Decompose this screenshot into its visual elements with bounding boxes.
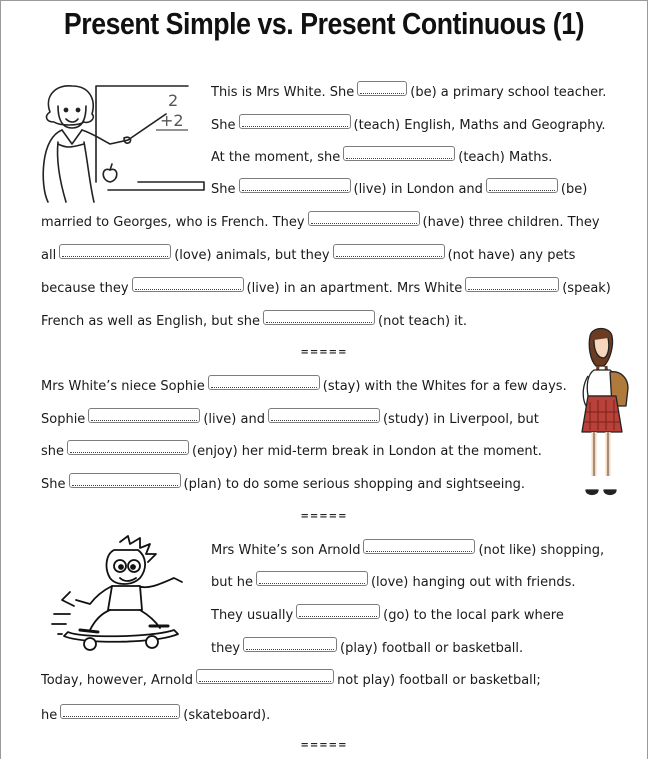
text-line: She (live) in London and (be) — [211, 178, 587, 199]
answer-blank[interactable] — [363, 539, 475, 554]
answer-blank[interactable] — [88, 408, 200, 423]
text-line: he (skateboard). — [41, 704, 270, 725]
answer-blank[interactable] — [357, 81, 407, 96]
answer-blank[interactable] — [343, 146, 455, 161]
answer-blank[interactable] — [333, 244, 445, 259]
text-line: Sophie (live) and (study) in Liverpool, but — [41, 408, 539, 429]
answer-blank[interactable] — [59, 244, 171, 259]
answer-blank[interactable] — [69, 473, 181, 488]
answer-blank[interactable] — [67, 440, 189, 455]
text-line: They usually (go) to the local park where — [211, 604, 564, 625]
answer-blank[interactable] — [256, 571, 368, 586]
answer-blank[interactable] — [60, 704, 180, 719]
answer-blank[interactable] — [268, 408, 380, 423]
answer-blank[interactable] — [486, 178, 558, 193]
text-line: Mrs White’s son Arnold (not like) shopping, — [211, 539, 604, 560]
text-line: She (plan) to do some serious shopping and sightseeing. — [41, 473, 525, 494]
answer-blank[interactable] — [263, 310, 375, 325]
answer-blank[interactable] — [308, 211, 420, 226]
worksheet-title: Present Simple vs. Present Continuous (1) — [63, 6, 585, 41]
text-line: French as well as English, but she (not teach) it. — [41, 310, 467, 331]
text-line: Mrs White’s niece Sophie (stay) with the Whites for a few days. — [41, 375, 567, 396]
text-line: married to Georges, who is French. They (have) three children. They — [41, 211, 600, 232]
text-line: but he (love) hanging out with friends. — [211, 571, 576, 592]
section-separator: ===== — [300, 347, 348, 358]
girl-illustration — [576, 326, 636, 498]
text-line: she (enjoy) her mid-term break in London at the moment. — [41, 440, 542, 461]
text-line: Today, however, Arnold not play) football or basketball; — [41, 669, 541, 690]
section-separator: ===== — [300, 740, 348, 751]
text-line: She (teach) English, Maths and Geography. — [211, 114, 606, 135]
text-line: all (love) animals, but they (not have) any pets — [41, 244, 575, 265]
text-line: because they (live) in an apartment. Mrs White (speak) — [41, 277, 611, 298]
answer-blank[interactable] — [132, 277, 244, 292]
text-line: they (play) football or basketball. — [211, 637, 523, 658]
answer-blank[interactable] — [243, 637, 337, 652]
answer-blank[interactable] — [296, 604, 380, 619]
section-separator: ===== — [300, 511, 348, 522]
board-number-two: 2 — [168, 91, 179, 110]
answer-blank[interactable] — [208, 375, 320, 390]
skateboard-boy-illustration — [50, 534, 186, 656]
board-plus-two: +2 — [160, 111, 184, 130]
answer-blank[interactable] — [239, 114, 351, 129]
text-line: This is Mrs White. She (be) a primary school teacher. — [211, 81, 606, 102]
teacher-illustration — [38, 82, 208, 204]
text-line: At the moment, she (teach) Maths. — [211, 146, 552, 167]
answer-blank[interactable] — [239, 178, 351, 193]
answer-blank[interactable] — [196, 669, 334, 684]
answer-blank[interactable] — [465, 277, 559, 292]
